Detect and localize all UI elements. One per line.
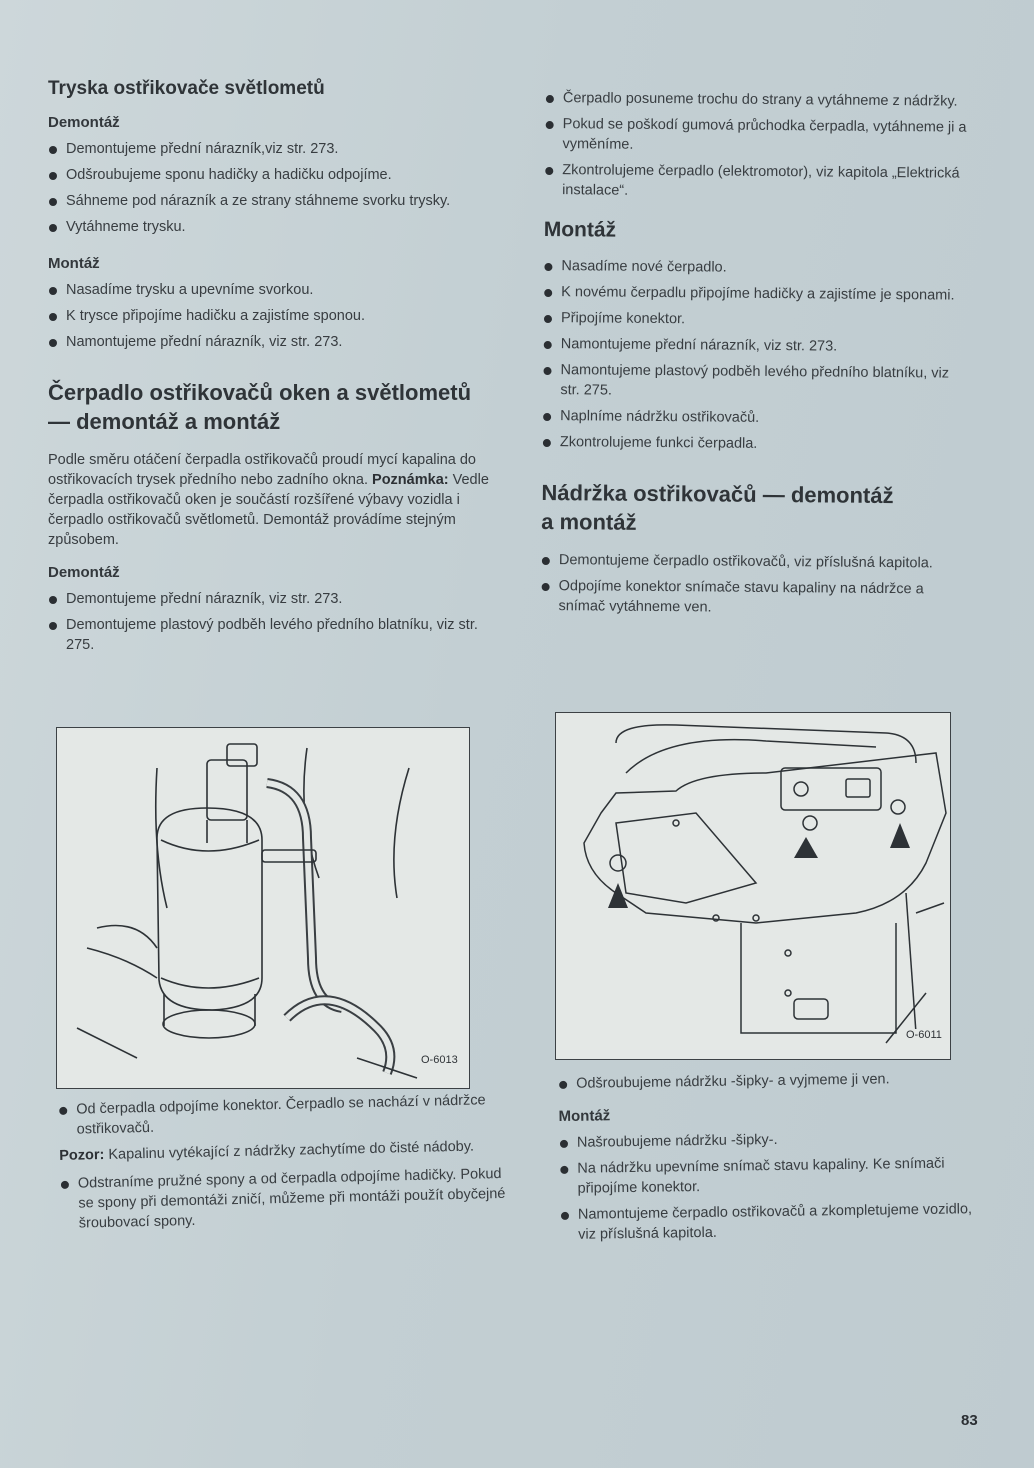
section-title-pump-line2: — demontáž a montáž: [48, 409, 281, 434]
list-item: Našroubujeme nádržku -šipky-.: [559, 1127, 979, 1153]
list-item: Namontujeme plastový podběh levého předního blatníku, viz str. 275.: [542, 360, 967, 404]
list-item: Naplníme nádržku ostřikovačů.: [542, 406, 967, 430]
list-item: Demontujeme přední nárazník, viz str. 273.: [48, 589, 498, 609]
list-item: Od čerpadla odpojíme konektor. Čerpadlo se nachází v nádržce ostřikovačů.: [58, 1090, 509, 1140]
list-item: Čerpadlo posuneme trochu do strany a vytáhneme z nádržky.: [545, 88, 970, 112]
subheading-demontaz-pump: Demontáž: [48, 564, 120, 581]
montaz-heading-large: Montáž: [543, 217, 617, 242]
list-item: Odstraníme pružné spony a od čerpadla odpojíme hadičky. Pokud se spony při demontáži zničí, můžeme při montáži použít obyčejné šroubovací spony.: [60, 1164, 511, 1234]
note-text: Vedle čerpadla ostřikovačů oken je součástí rozšířené výbavy vozidla i čerpadlo ostřikovačů světlometů. Demontáž provádíme stejným způsobem.: [48, 472, 489, 548]
caution-label: Pozor:: [59, 1146, 105, 1164]
list-item: Odšroubujeme sponu hadičky a hadičku odpojíme.: [48, 165, 498, 185]
pump-para-text: Podle směru otáčení čerpadla ostřikovačů proudí mycí kapalina do ostřikovacích trysek předního nebo zadního okna.: [48, 452, 476, 488]
section-title-pump: [48, 378, 498, 436]
page-number: 83: [961, 1412, 978, 1429]
note-label: Poznámka:: [372, 472, 449, 488]
left-after-figure: [58, 1090, 511, 1252]
right-column: [540, 88, 970, 638]
demontaz-pump-list: [48, 589, 498, 655]
list-item: Namontujeme přední nárazník, viz str. 273.: [543, 334, 968, 358]
list-item: Demontujeme čerpadlo ostřikovačů, viz příslušná kapitola.: [541, 550, 966, 574]
list-item: Na nádržku upevníme snímač stavu kapaliny. Ke snímači připojíme konektor.: [559, 1153, 980, 1199]
after-figure-list-1: [58, 1090, 509, 1140]
list-item: Odpojíme konektor snímače stavu kapaliny na nádržce a snímač vytáhneme ven.: [540, 576, 965, 620]
subheading-montaz: Montáž: [48, 255, 100, 272]
section-title-reservoir: [541, 478, 966, 540]
list-item: Odšroubujeme nádržku -šipky- a vyjmeme ji ven.: [558, 1068, 978, 1094]
left-column: [48, 78, 498, 673]
list-item: K novému čerpadlu připojíme hadičky a zajistíme je sponami.: [543, 282, 968, 306]
pump-drawing: [57, 728, 469, 1088]
list-item: Vytáhneme trysku.: [48, 217, 498, 237]
subheading-demontaz: Demontáž: [48, 114, 120, 131]
demontaz-list: [48, 139, 498, 237]
list-item: Nasadíme nové čerpadlo.: [543, 256, 968, 280]
list-item: Zkontrolujeme funkci čerpadla.: [542, 432, 967, 456]
pump-illustration: [56, 727, 470, 1089]
reservoir-list: [540, 550, 966, 620]
list-item: Sáhneme pod nárazník a ze strany stáhneme svorku trysky.: [48, 191, 498, 211]
list-item: Demontujeme přední nárazník,viz str. 273.: [48, 139, 498, 159]
montaz-reservoir-list: [559, 1127, 981, 1245]
reservoir-illustration: [555, 712, 951, 1060]
section-title-reservoir-line1: Nádržka ostřikovačů — demontáž: [541, 479, 894, 509]
after-figure-list-right: [558, 1068, 978, 1094]
list-item: Zkontrolujeme čerpadlo (elektromotor), viz kapitola „Elektrická instalace“.: [544, 160, 969, 204]
montaz-list: [48, 280, 498, 352]
pump-paragraph: [48, 450, 498, 550]
figure-label: O-6013: [421, 1054, 458, 1066]
list-item: Namontujeme čerpadlo ostřikovačů a zkompletujeme vozidlo, viz příslušná kapitola.: [560, 1199, 981, 1245]
list-item: Demontujeme plastový podběh levého předního blatníku, viz str. 275.: [48, 615, 498, 655]
caution-text: Kapalinu vytékající z nádržky zachytíme do čisté nádoby.: [108, 1138, 475, 1163]
list-item: K trysce připojíme hadičku a zajistíme sponou.: [48, 306, 498, 326]
pump-continued-list: [544, 88, 970, 204]
section-title-reservoir-line2: a montáž: [541, 508, 637, 535]
section-title-nozzle: Tryska ostřikovače světlometů: [48, 78, 325, 99]
caution-paragraph: [59, 1136, 509, 1166]
figure-label: O-6011: [906, 1029, 942, 1041]
montaz-pump-list: [542, 256, 969, 456]
after-figure-list-2: [60, 1164, 511, 1234]
subheading-montaz-reservoir: Montáž: [558, 1107, 611, 1125]
reservoir-drawing: [556, 713, 950, 1059]
list-item: Namontujeme přední nárazník, viz str. 273.: [48, 332, 498, 352]
list-item: Nasadíme trysku a upevníme svorkou.: [48, 280, 498, 300]
section-title-pump-line1: Čerpadlo ostřikovačů oken a světlometů: [48, 380, 472, 405]
list-item: Pokud se poškodí gumová průchodka čerpadla, vytáhneme ji a vyměníme.: [544, 114, 969, 158]
right-after-figure: [558, 1068, 981, 1263]
list-item: Připojíme konektor.: [543, 308, 968, 332]
